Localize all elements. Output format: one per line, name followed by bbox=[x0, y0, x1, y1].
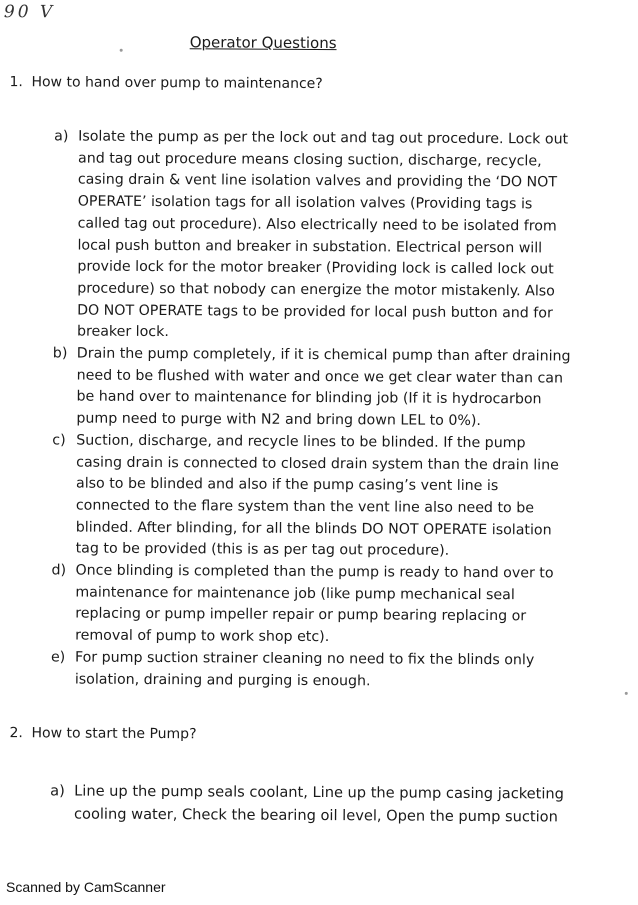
answer-text: Line up the pump seals coolant, Line up the pump casing jacketing cooling water, Check the bearing oil level, Open the pump suction bbox=[73, 782, 565, 825]
question-text: How to hand over pump to maintenance? bbox=[31, 74, 323, 93]
scanner-watermark: Scanned by CamScanner bbox=[6, 879, 166, 895]
answer-list-1 bbox=[51, 126, 574, 693]
question-1 bbox=[9, 74, 322, 92]
answer-item bbox=[52, 430, 573, 563]
answer-letter: d) bbox=[51, 562, 67, 579]
answer-list-2 bbox=[50, 780, 570, 828]
question-number: 1. bbox=[9, 74, 23, 91]
question-text: How to start the Pump? bbox=[31, 725, 197, 743]
page-title: Operator Questions bbox=[189, 33, 337, 53]
answer-item bbox=[53, 126, 574, 346]
scan-speck bbox=[625, 692, 628, 695]
answer-text: Suction, discharge, and recycle lines to be blinded. If the pump casing drain is connected to closed drain system than the drain line also to be blinded and also if the pump casing’s vent line is connected to the flare system than the vent line also need to be blinded. After blinding, for all the blinds DO NOT OPERATE isolation tag to be provided (this is as per tag out procedure). bbox=[75, 432, 559, 560]
answer-text: Isolate the pump as per the lock out and tag out procedure. Lock out and tag out procedure means closing suction, discharge, recycle, casing drain & vent line isolation valves and providing the ‘DO NOT OPERATE’ isolation tags for all isolation valves (Providing tags is called tag out procedure). Also electrically need to be isolated from local push button and breaker in substation. Electrical person will provide lock for the motor breaker (Providing lock is called lock out procedure) so that nobody can energize the motor mistakenly. Also DO NOT OPERATE tags to be provided for local push button and for breaker lock. bbox=[76, 128, 569, 341]
answer-item bbox=[51, 560, 572, 650]
answer-letter: a) bbox=[54, 128, 69, 145]
answer-text: Once blinding is completed than the pump is ready to hand over to maintenance for maintenance job (like pump mechanical seal replacing or pump impeller repair or pump bearing replacing or removal of pump to work shop etc). bbox=[75, 562, 554, 646]
answer-letter: b) bbox=[52, 345, 68, 362]
scan-speck bbox=[120, 49, 123, 52]
answer-letter: a) bbox=[50, 782, 65, 800]
answer-item bbox=[50, 780, 570, 828]
handwritten-note: 90 V bbox=[3, 2, 56, 23]
answer-text: Drain the pump completely, if it is chemical pump than after draining need to be flushed with water and once we get clear water than can be hand over to maintenance for blinding job (If it is hydrocarbon pump need to purge with N2 and bring down LEL to 0%). bbox=[76, 345, 571, 430]
question-2 bbox=[9, 725, 196, 742]
answer-item bbox=[51, 647, 571, 694]
answer-text: For pump suction strainer cleaning no need to fix the blinds only isolation, draining and purging is enough. bbox=[74, 649, 535, 689]
question-number: 2. bbox=[9, 725, 23, 742]
answer-item bbox=[52, 343, 573, 433]
answer-letter: c) bbox=[52, 432, 66, 449]
answer-letter: e) bbox=[50, 649, 66, 666]
